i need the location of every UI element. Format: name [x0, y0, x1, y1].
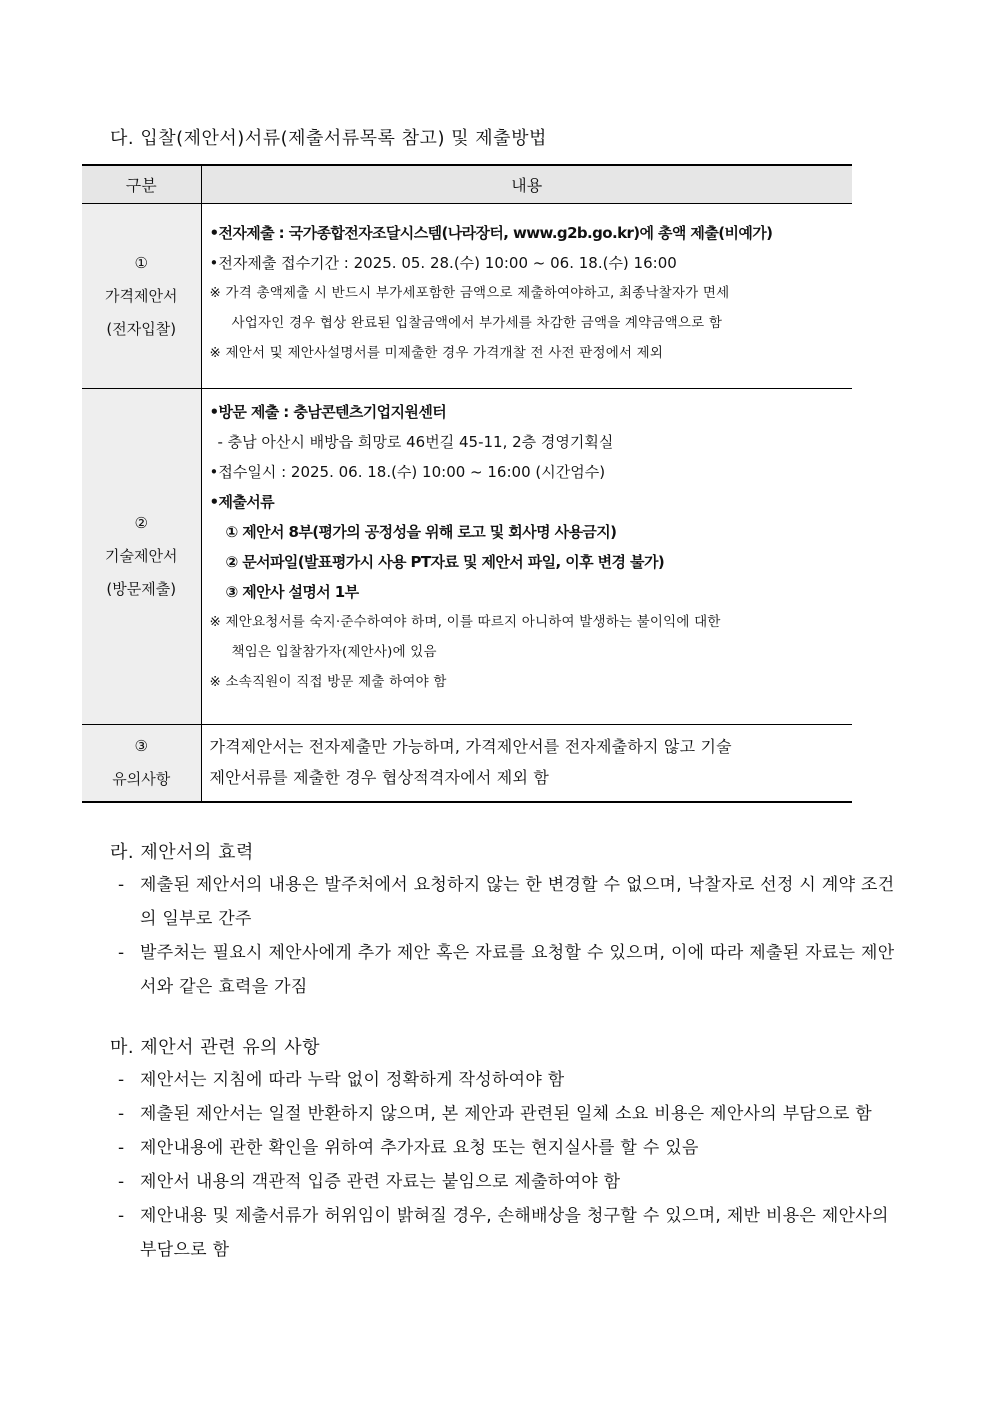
table-row [82, 204, 852, 389]
list-item [110, 1165, 910, 1199]
list-item-text: 제출된 제안서의 내용은 발주처에서 요청하지 않는 한 변경할 수 없으며, 낙찰자로 선정 시 계약 조건의 일부로 간주 [140, 875, 895, 929]
header-content: 내용 [201, 165, 852, 204]
note-line: ※ 제안서 및 제안사설명서를 미제출한 경우 가격개찰 전 사전 판정에서 제외 [209, 345, 664, 361]
content-line: •제출서류 [209, 493, 275, 511]
label-number: ① [134, 253, 148, 272]
label-title: 유의사항 [112, 770, 171, 788]
note-line: ※ 소속직원이 직접 방문 제출 하여야 함 [209, 674, 447, 690]
content-line: •접수일시 : 2025. 06. 18.(수) 10:00 ~ 16:00 (시간엄수) [209, 463, 606, 481]
list-item-text: 제안내용에 관한 확인을 위하여 추가자료 요청 또는 현지실사를 할 수 있음 [140, 1138, 699, 1158]
label-title: 기술제안서 [105, 547, 178, 565]
bullet-dash: - [118, 1206, 125, 1226]
row-label-tech-proposal [82, 389, 201, 725]
content-line: - 충남 아산시 배방읍 희망로 46번길 45-11, 2층 경영기획실 [217, 433, 614, 451]
section-ma-heading: 마. 제안서 관련 유의 사항 [110, 1037, 320, 1058]
list-item-text: 제안서는 지침에 따라 누락 없이 정확하게 작성하여야 함 [140, 1070, 565, 1090]
label-title: 가격제안서 [105, 286, 178, 305]
bullet-dash: - [118, 943, 125, 963]
bullet-dash: - [118, 875, 125, 895]
list-item-text: 발주처는 필요시 제안사에게 추가 제안 혹은 자료를 요청할 수 있으며, 이에 따라 제출된 자료는 제안서와 같은 효력을 가짐 [140, 943, 895, 997]
section-ra-heading: 라. 제안서의 효력 [110, 842, 254, 863]
table-row [82, 389, 852, 725]
section-ra-list [110, 868, 910, 1004]
label-subtitle: (전자입찰) [106, 319, 177, 338]
note-line: 사업자인 경우 협상 완료된 입찰금액에서 부가세를 차감한 금액을 계약금액으로 함 [231, 315, 723, 331]
note-line: 책임은 입찰참가자(제안사)에 있음 [231, 644, 437, 660]
bullet-dash: - [118, 1104, 125, 1124]
table-row [82, 725, 852, 803]
label-number: ② [134, 514, 148, 532]
note-line: ※ 가격 총액제출 시 반드시 부가세포함한 금액으로 제출하여야하고, 최종낙찰자가 면세 [209, 285, 730, 301]
content-line: •전자제출 접수기간 : 2025. 05. 28.(수) 10:00 ~ 06. 18.(수) 16:00 [209, 254, 677, 272]
bullet-dash: - [118, 1138, 125, 1158]
table-header-row [82, 165, 852, 204]
row-content-price-proposal [201, 204, 852, 389]
row-label-notes [82, 725, 201, 803]
content-line: 제안서류를 제출한 경우 협상적격자에서 제외 함 [209, 768, 550, 787]
list-item [110, 1131, 910, 1165]
list-item [110, 868, 910, 936]
header-category: 구분 [82, 165, 201, 204]
row-content-tech-proposal [201, 389, 852, 725]
list-item-text: 제출된 제안서는 일절 반환하지 않으며, 본 제안과 관련된 일체 소요 비용은 제안사의 부담으로 함 [140, 1104, 873, 1124]
document-item: ① 제안서 8부(평가의 공정성을 위해 로고 및 회사명 사용금지) [225, 523, 617, 541]
list-item [110, 1063, 910, 1097]
section-ma-list [110, 1063, 910, 1267]
list-item-text: 제안내용 및 제출서류가 허위임이 밝혀질 경우, 손해배상을 청구할 수 있으며, 제반 비용은 제안사의 부담으로 함 [140, 1206, 889, 1260]
bullet-dash: - [118, 1172, 125, 1192]
list-item-text: 제안서 내용의 객관적 입증 관련 자료는 붙임으로 제출하여야 함 [140, 1172, 621, 1192]
label-subtitle: (방문제출) [106, 580, 177, 598]
section-da-heading: 다. 입찰(제안서)서류(제출서류목록 참고) 및 제출방법 [110, 128, 547, 149]
row-content-notes [201, 725, 852, 803]
row-label-price-proposal [82, 204, 201, 389]
content-line: •전자제출 : 국가종합전자조달시스템(나라장터, www.g2b.go.kr)에 총액 제출(비예가) [209, 224, 773, 242]
list-item [110, 1097, 910, 1131]
document-item: ② 문서파일(발표평가시 사용 PT자료 및 제안서 파일, 이후 변경 불가) [225, 553, 665, 571]
label-number: ③ [134, 737, 148, 755]
list-item [110, 1199, 910, 1267]
list-item [110, 936, 910, 1004]
content-line: 가격제안서는 전자제출만 가능하며, 가격제안서를 전자제출하지 않고 기술 [209, 737, 732, 756]
note-line: ※ 제안요청서를 숙지·준수하여야 하며, 이를 따르지 아니하여 발생하는 불이익에 대한 [209, 614, 721, 630]
submission-table [82, 164, 852, 803]
content-line: •방문 제출 : 충남콘텐츠기업지원센터 [209, 403, 447, 421]
bullet-dash: - [118, 1070, 125, 1090]
document-item: ③ 제안사 설명서 1부 [225, 583, 359, 601]
